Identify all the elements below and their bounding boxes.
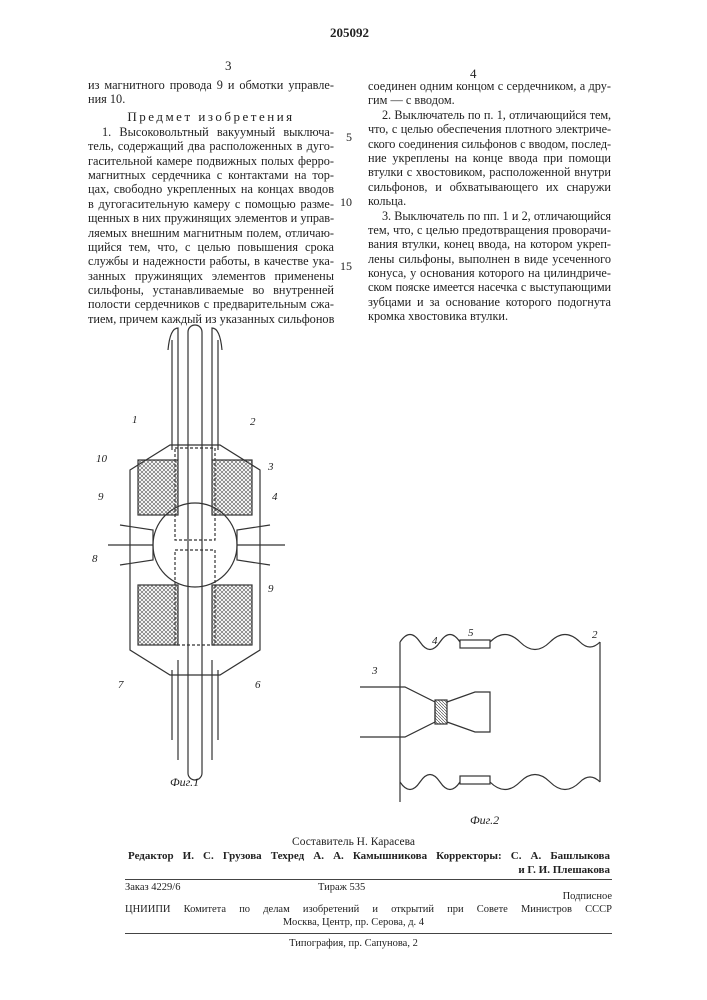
text-line: конуса, у основания которого на цилиндриче- xyxy=(368,266,611,280)
label: 2 xyxy=(592,629,598,641)
text-line: лены сильфоны, выполнен в виде усеченного xyxy=(368,252,611,266)
text-line: занных пружинящих элементов применены xyxy=(88,269,334,283)
text-line: службы и надежности работы, в качестве ука- xyxy=(88,254,334,268)
text-line: 1. Высоковольтный вакуумный выключа- xyxy=(88,125,334,139)
patent-number: 205092 xyxy=(330,25,369,41)
editors: Редактор И. С. Грузова Техред А. А. Камышникова Корректоры: С. А. Башлыкова xyxy=(128,850,610,862)
divider xyxy=(125,933,612,934)
printer: Типография, пр. Сапунова, 2 xyxy=(0,938,707,950)
figure-caption: Фиг.2 xyxy=(470,813,499,827)
corrector: и Г. И. Плешакова xyxy=(400,864,610,876)
section-heading: Предмет изобретения xyxy=(88,107,334,125)
address: Москва, Центр, пр. Серова, д. 4 xyxy=(0,917,707,929)
text-line: зубцами и за основание которого подогнута xyxy=(368,295,611,309)
label: 2 xyxy=(250,416,256,428)
text-line: вания втулки, конец ввода, на котором укреп- xyxy=(368,237,611,251)
text-line: полости сердечников с предварительным сжа- xyxy=(88,297,334,311)
circulation: Тираж 535 xyxy=(318,882,365,894)
text-line: из магнитного провода 9 и обмотки управле- xyxy=(88,78,334,92)
figure-caption: Фиг.1 xyxy=(170,775,199,789)
left-column xyxy=(88,78,334,326)
text-line: ние укреплены на конце ввода при помощи xyxy=(368,151,611,165)
figure-1-drawing xyxy=(90,320,320,790)
text-line: соединен одним концом с сердечником, а дру- xyxy=(368,79,611,93)
line-number: 10 xyxy=(340,196,352,209)
subscription: Подписное xyxy=(530,891,612,903)
text-line: втулки с хвостовиком, расположенной внутри xyxy=(368,165,611,179)
text-line: тем, что, с целью предотвращения проворачи- xyxy=(368,223,611,237)
text-line: ляемых внешним магнитным полем, отличаю- xyxy=(88,226,334,240)
patent-page xyxy=(0,0,707,1000)
text-line: магнитных сердечника с контактами на тор- xyxy=(88,168,334,182)
line-number: 15 xyxy=(340,260,352,273)
label: 8 xyxy=(92,553,98,565)
label: 3 xyxy=(267,461,274,473)
label: 10 xyxy=(96,453,108,465)
text-line: цах, свободно укрепленных на концах вводов xyxy=(88,182,334,196)
label: 4 xyxy=(432,635,438,647)
page-number-left: 3 xyxy=(225,58,232,74)
text-line: ния 10. xyxy=(88,92,334,106)
text-line: щийся тем, что, с целью повышения срока xyxy=(88,240,334,254)
line-number: 5 xyxy=(346,131,352,144)
page-number-right: 4 xyxy=(470,66,477,82)
text-line: кольца. xyxy=(368,194,611,208)
divider xyxy=(125,879,612,880)
label: 6 xyxy=(255,679,261,691)
compiler: Составитель Н. Карасева xyxy=(0,836,707,848)
figure-2-drawing xyxy=(360,622,610,827)
text-line: 3. Выключатель по пп. 1 и 2, отличающийся xyxy=(368,209,611,223)
text-line: тель, содержащий два расположенных в дуго- xyxy=(88,139,334,153)
label: 7 xyxy=(118,679,124,691)
label: 9 xyxy=(98,491,104,503)
right-column xyxy=(368,79,611,324)
organization: ЦНИИПИ Комитета по делам изобретений и открытий при Совете Министров СССР xyxy=(125,904,612,916)
order-number: Заказ 4229/6 xyxy=(125,882,180,894)
text-line: 2. Выключатель по п. 1, отличающийся тем, xyxy=(368,108,611,122)
text-line: тием, причем каждый из указанных сильфонов xyxy=(88,312,334,326)
text-line: щенных в них пружинящих элементов и управ- xyxy=(88,211,334,225)
label: 3 xyxy=(371,665,378,677)
text-line: сильфоны, устанавливаемые во внутренней xyxy=(88,283,334,297)
label: 1 xyxy=(132,414,138,426)
text-line: ском пояске имеется насечка с выступающими xyxy=(368,280,611,294)
label: 4 xyxy=(272,491,278,503)
label: 5 xyxy=(468,627,474,639)
label: 9 xyxy=(268,583,274,595)
text-line: сильфонов, и обхватывающего их снаружи xyxy=(368,180,611,194)
text-line: ского соединения сильфонов с вводом, послед- xyxy=(368,137,611,151)
text-line: кромка хвостовика втулки. xyxy=(368,309,611,323)
text-line: что, с целью обеспечения плотного электриче- xyxy=(368,122,611,136)
text-line: в дугогасительную камеру с помощью разме- xyxy=(88,197,334,211)
text-line: гасительной камере подвижных полых ферро- xyxy=(88,154,334,168)
text-line: гим — с вводом. xyxy=(368,93,611,107)
